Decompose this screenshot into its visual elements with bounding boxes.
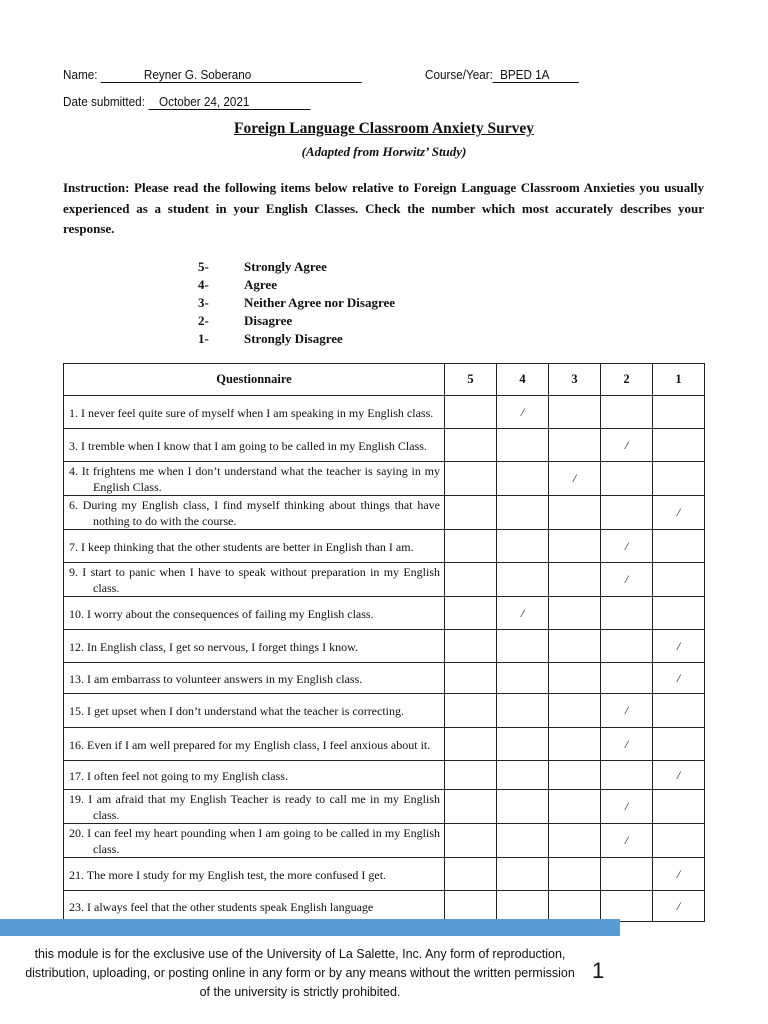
rating-cell-3 [549, 429, 601, 462]
page-subtitle: (Adapted from Horwitz’ Study) [301, 144, 467, 159]
rating-cell-4 [497, 824, 549, 858]
page-title: Foreign Language Classroom Anxiety Survey [234, 120, 534, 137]
question-cell [64, 824, 445, 858]
table-row [64, 694, 705, 728]
scale-number: 1- [198, 331, 209, 346]
check-mark: / [520, 605, 525, 620]
rating-cell-4 [497, 630, 549, 663]
rating-cell-5 [445, 761, 497, 790]
scale-row [198, 294, 395, 312]
table-row [64, 462, 705, 496]
rating-cell-4 [497, 891, 549, 922]
rating-cell-5 [445, 824, 497, 858]
rating-cell-5 [445, 858, 497, 891]
rating-cell-2 [601, 396, 653, 429]
column-header-questionnaire: Questionnaire [64, 364, 445, 396]
rating-cell-3 [549, 891, 601, 922]
check-mark: / [676, 505, 681, 519]
check-mark: / [624, 538, 629, 553]
question-cell [64, 396, 445, 429]
check-mark: / [520, 404, 525, 419]
question-text: 12. In English class, I get so nervous, I forget things I know. [69, 639, 358, 654]
rating-cell-2 [601, 563, 653, 597]
scale-number: 5- [198, 259, 209, 274]
scale-number: 4- [198, 277, 209, 292]
rating-cell-5 [445, 563, 497, 597]
rating-cell-5 [445, 496, 497, 530]
question-cell [64, 790, 445, 824]
rating-cell-4 [497, 694, 549, 728]
name-line [63, 67, 362, 83]
scale-row [198, 312, 395, 330]
rating-cell-2 [601, 597, 653, 630]
rating-cell-4 [497, 530, 549, 563]
scale-label: Disagree [244, 313, 293, 328]
scale-label: Neither Agree nor Disagree [244, 295, 396, 310]
rating-cell-5 [445, 429, 497, 462]
name-label: Name: [63, 67, 98, 82]
question-text: 17. I often feel not going to my English class. [69, 768, 288, 783]
rating-cell-2 [601, 728, 653, 761]
date-label: Date submitted: [63, 94, 145, 109]
question-text: 10. I worry about the consequences of failing my English class. [69, 606, 374, 621]
rating-cell-4 [497, 728, 549, 761]
table-row [64, 429, 705, 462]
rating-cell-2 [601, 663, 653, 694]
table-row [64, 563, 705, 597]
rating-cell-3 [549, 694, 601, 728]
table-row [64, 761, 705, 790]
rating-cell-1 [653, 462, 705, 496]
question-cell [64, 530, 445, 563]
column-header-3: 3 [549, 364, 601, 396]
check-mark: / [676, 898, 681, 913]
question-text: 4. It frightens me when I don’t understand what the teacher is saying in my English Class. [69, 464, 440, 494]
table-row [64, 663, 705, 694]
column-header-4: 4 [497, 364, 549, 396]
rating-cell-2 [601, 891, 653, 922]
rating-cell-3 [549, 563, 601, 597]
rating-cell-4 [497, 429, 549, 462]
table-row [64, 790, 705, 824]
rating-cell-4 [497, 462, 549, 496]
scale-label: Strongly Disagree [244, 331, 343, 346]
question-cell [64, 728, 445, 761]
rating-cell-5 [445, 597, 497, 630]
rating-cell-2 [601, 630, 653, 663]
rating-cell-1 [653, 429, 705, 462]
rating-cell-1 [653, 663, 705, 694]
rating-cell-4 [497, 790, 549, 824]
rating-cell-1 [653, 597, 705, 630]
rating-cell-2 [601, 694, 653, 728]
question-text: 16. Even if I am well prepared for my English class, I feel anxious about it. [69, 737, 431, 752]
table-row [64, 858, 705, 891]
rating-cell-3 [549, 597, 601, 630]
rating-cell-5 [445, 891, 497, 922]
check-mark: / [676, 638, 681, 653]
rating-cell-1 [653, 396, 705, 429]
rating-cell-4 [497, 396, 549, 429]
scale-number: 3- [198, 295, 209, 310]
check-mark: / [624, 437, 629, 452]
question-cell [64, 663, 445, 694]
question-cell [64, 563, 445, 597]
question-cell [64, 694, 445, 728]
rating-cell-5 [445, 462, 497, 496]
question-text: 19. I am afraid that my English Teacher is ready to call me in my English class. [69, 792, 440, 822]
question-cell [64, 891, 445, 922]
rating-cell-3 [549, 462, 601, 496]
rating-cell-3 [549, 728, 601, 761]
rating-cell-4 [497, 597, 549, 630]
rating-cell-3 [549, 663, 601, 694]
scale-row [198, 276, 395, 294]
rating-cell-3 [549, 396, 601, 429]
question-text: 15. I get upset when I don’t understand what the teacher is correcting. [69, 704, 405, 718]
table-row [64, 630, 705, 663]
scale-row [198, 330, 395, 348]
table-row [64, 824, 705, 858]
question-text: 6. During my English class, I find myself thinking about things that have nothing to do with the course. [69, 498, 440, 528]
question-cell [64, 858, 445, 891]
column-header-2: 2 [601, 364, 653, 396]
rating-cell-1 [653, 824, 705, 858]
questionnaire-table [63, 363, 705, 922]
table-row [64, 597, 705, 630]
rating-cell-3 [549, 858, 601, 891]
rating-cell-1 [653, 563, 705, 597]
instruction-text: Instruction: Please read the following items below relative to Foreign Language Classroom Anxieties you usually experienced as a student in your English Classes. Check the number which most accurately describes your response. [63, 180, 704, 236]
rating-cell-5 [445, 728, 497, 761]
scale-row [198, 258, 395, 276]
check-mark: / [624, 833, 629, 847]
questionnaire-body [64, 396, 705, 922]
scale-number: 2- [198, 313, 209, 328]
check-mark: / [676, 767, 681, 782]
rating-cell-1 [653, 891, 705, 922]
check-mark: / [624, 703, 629, 717]
rating-cell-1 [653, 694, 705, 728]
check-mark: / [624, 799, 629, 813]
column-header-1: 1 [653, 364, 705, 396]
rating-cell-5 [445, 630, 497, 663]
rating-cell-5 [445, 694, 497, 728]
rating-cell-2 [601, 761, 653, 790]
rating-cell-5 [445, 530, 497, 563]
table-row [64, 530, 705, 563]
question-text: 7. I keep thinking that the other students are better in English than I am. [69, 539, 414, 554]
rating-cell-4 [497, 858, 549, 891]
footer-band [0, 919, 620, 936]
check-mark: / [624, 572, 629, 586]
rating-cell-1 [653, 630, 705, 663]
table-row [64, 396, 705, 429]
check-mark: / [676, 866, 681, 881]
rating-cell-2 [601, 790, 653, 824]
question-text: 20. I can feel my heart pounding when I am going to be called in my English class. [69, 826, 440, 856]
table-row [64, 496, 705, 530]
course-value: BPED 1A [493, 68, 579, 83]
rating-cell-4 [497, 496, 549, 530]
table-row [64, 728, 705, 761]
rating-cell-1 [653, 496, 705, 530]
copyright-notice: this module is for the exclusive use of the University of La Salette, Inc. Any form of reproduction, distribution, uploading, or posting online in any form or by any means without the written permission of the university is strictly prohibited. [25, 947, 575, 999]
rating-cell-2 [601, 858, 653, 891]
rating-cell-2 [601, 530, 653, 563]
rating-scale-legend [198, 258, 395, 348]
rating-cell-4 [497, 563, 549, 597]
question-cell [64, 761, 445, 790]
rating-cell-3 [549, 824, 601, 858]
check-mark: / [676, 670, 681, 685]
rating-cell-4 [497, 761, 549, 790]
rating-cell-5 [445, 790, 497, 824]
rating-cell-2 [601, 496, 653, 530]
rating-cell-5 [445, 396, 497, 429]
course-label: Course/Year: [425, 67, 493, 82]
question-cell [64, 597, 445, 630]
rating-cell-3 [549, 530, 601, 563]
question-text: 1. I never feel quite sure of myself when I am speaking in my English class. [69, 405, 434, 420]
rating-cell-5 [445, 663, 497, 694]
rating-cell-1 [653, 728, 705, 761]
date-value: October 24, 2021 [148, 95, 310, 110]
question-cell [64, 462, 445, 496]
page-number: 1 [592, 958, 605, 983]
scale-label: Agree [244, 277, 277, 292]
question-text: 23. I always feel that the other students speak English language [69, 899, 374, 914]
question-text: 9. I start to panic when I have to speak without preparation in my English class. [69, 565, 440, 595]
rating-cell-3 [549, 630, 601, 663]
rating-cell-3 [549, 496, 601, 530]
rating-cell-3 [549, 790, 601, 824]
scale-label: Strongly Agree [244, 259, 327, 274]
rating-cell-1 [653, 761, 705, 790]
rating-cell-4 [497, 663, 549, 694]
question-text: 13. I am embarrass to volunteer answers in my English class. [69, 671, 363, 686]
check-mark: / [572, 471, 577, 485]
check-mark: / [624, 736, 629, 751]
rating-cell-1 [653, 530, 705, 563]
rating-cell-3 [549, 761, 601, 790]
rating-cell-2 [601, 429, 653, 462]
rating-cell-2 [601, 824, 653, 858]
table-row [64, 891, 705, 922]
date-line [63, 94, 310, 110]
rating-cell-1 [653, 790, 705, 824]
question-cell [64, 630, 445, 663]
course-line [425, 67, 579, 83]
table-header-row [64, 364, 705, 396]
question-text: 3. I tremble when I know that I am going to be called in my English Class. [69, 438, 427, 453]
question-cell [64, 496, 445, 530]
name-value: Reyner G. Soberano [101, 68, 362, 83]
question-cell [64, 429, 445, 462]
rating-cell-1 [653, 858, 705, 891]
column-header-5: 5 [445, 364, 497, 396]
question-text: 21. The more I study for my English test, the more confused I get. [69, 867, 387, 882]
rating-cell-2 [601, 462, 653, 496]
